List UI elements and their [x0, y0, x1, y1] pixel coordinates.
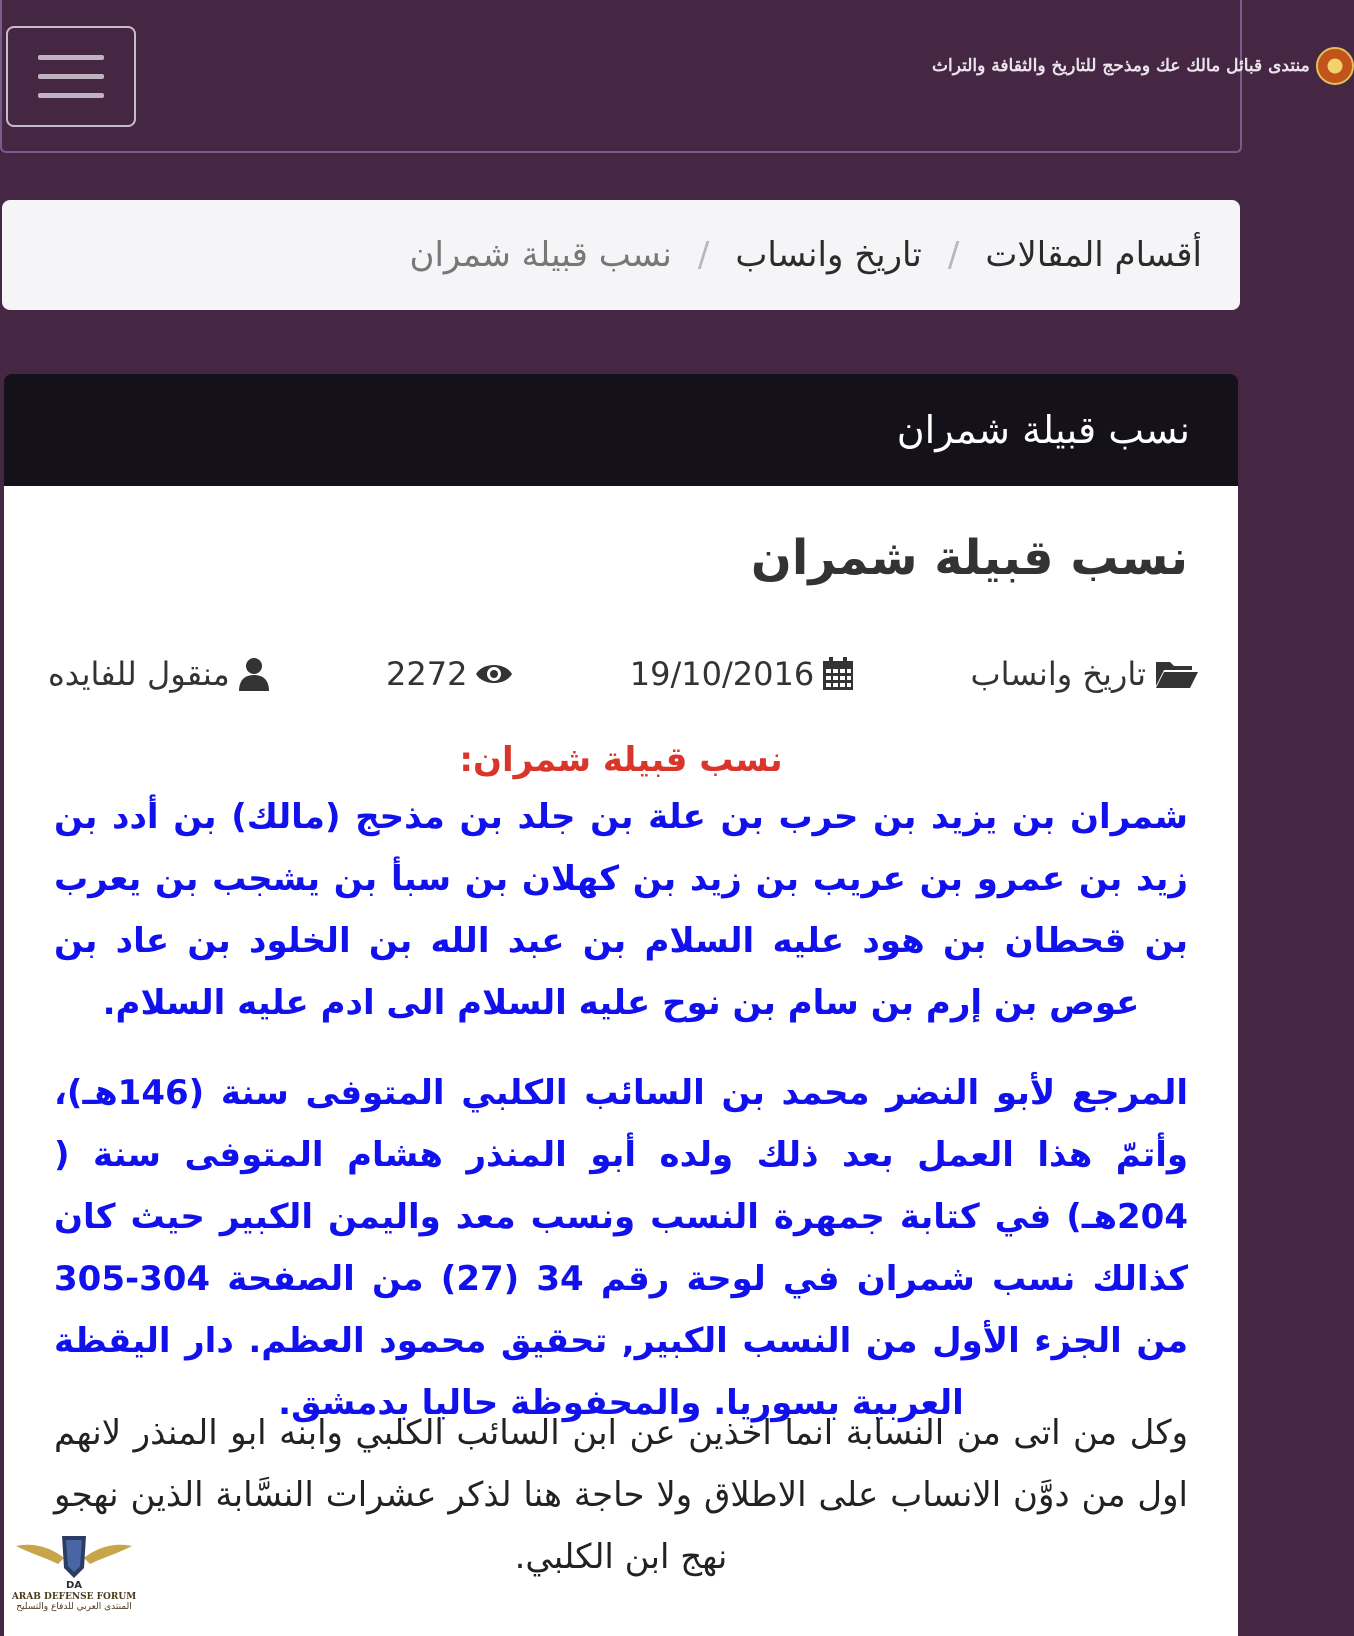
breadcrumb-item-sections[interactable]: أقسام المقالات: [985, 235, 1202, 275]
article-paragraph-lineage: شمران بن يزيد بن حرب بن علة بن جلد بن مذحج (مالك) بن أدد بن زيد بن عمرو بن عريب بن زيد بن كهلان بن سبأ بن يشجب بن يعرب بن قحطان بن هود عليه السلام بن عبد الله بن الخلود بن عاد بن عوص بن إرم بن سام بن نوح عليه السلام الى ادم عليه السلام.: [54, 797, 1188, 1023]
breadcrumb-item-category[interactable]: تاريخ وانساب: [735, 235, 922, 275]
meta-views: [386, 655, 513, 693]
meta-views-text: 2272: [386, 655, 468, 693]
article-title: نسب قبيلة شمران: [750, 530, 1188, 586]
article-sub-heading: نسب قبيلة شمران:: [459, 740, 783, 780]
hamburger-icon: [38, 93, 104, 98]
breadcrumb: [2, 200, 1240, 310]
meta-author: [48, 655, 270, 693]
watermark: [8, 1528, 140, 1630]
watermark-line-arabic: المنتدى العربي للدفاع والتسليح: [16, 1602, 132, 1612]
meta-category-text: تاريخ وانساب: [970, 655, 1146, 693]
article-content: [4, 486, 1238, 1636]
meta-date: [630, 655, 854, 693]
meta-date-text: 19/10/2016: [629, 655, 815, 693]
hamburger-icon: [38, 55, 104, 60]
site-logo[interactable]: [932, 30, 1310, 102]
eye-icon: [475, 660, 513, 688]
meta-author-text: منقول للفايده: [48, 655, 230, 693]
logo-seal-icon: [1316, 47, 1354, 85]
breadcrumb-item-current: نسب قبيلة شمران: [409, 235, 672, 275]
user-icon: [238, 657, 270, 691]
top-navbar: [0, 0, 1310, 153]
eagle-emblem-icon: [14, 1528, 134, 1590]
article-paragraph-note: وكل من اتى من النسابة انما اخذين عن ابن السائب الكلبي وابنه ابو المنذر لانهم اول من دوَّن الانساب على الاطلاق ولا حاجة هنا لذكر عشرات النسَّابة الذين نهجو نهج ابن الكلبي.: [54, 1413, 1188, 1577]
article-meta: [48, 652, 1198, 696]
logo-text: منتدى قبائل مالك عك ومذحج للتاريخ والثقافة والتراث: [932, 56, 1310, 76]
panel-title-strip: [4, 374, 1238, 486]
meta-category[interactable]: [970, 655, 1198, 693]
watermark-line-english: ARAB DEFENSE FORUM: [11, 1592, 137, 1602]
menu-toggle-button[interactable]: [6, 26, 136, 127]
folder-icon: [1154, 658, 1198, 690]
panel-title: نسب قبيلة شمران: [896, 408, 1190, 452]
hamburger-icon: [38, 74, 104, 79]
breadcrumb-separator: /: [697, 235, 710, 275]
svg-text:DA: DA: [65, 1580, 83, 1591]
breadcrumb-separator: /: [947, 235, 960, 275]
calendar-icon: [822, 657, 854, 691]
article-paragraph-reference: المرجع لأبو النضر محمد بن السائب الكلبي المتوفى سنة (146هـ)، وأتمّ هذا العمل بعد ذلك ولده أبو المنذر هشام المتوفى سنة ( 204هـ) في كتابة جمهرة النسب ونسب معد واليمن الكبير حيث كان كذالك نسب شمران في لوحة رقم 34 (27) من الصفحة 304-305 من الجزء الأول من النسب الكبير, تحقيق محمود العظم. دار اليقظة العربية بسوريا. والمحفوظة حاليا بدمشق.: [54, 1073, 1188, 1423]
